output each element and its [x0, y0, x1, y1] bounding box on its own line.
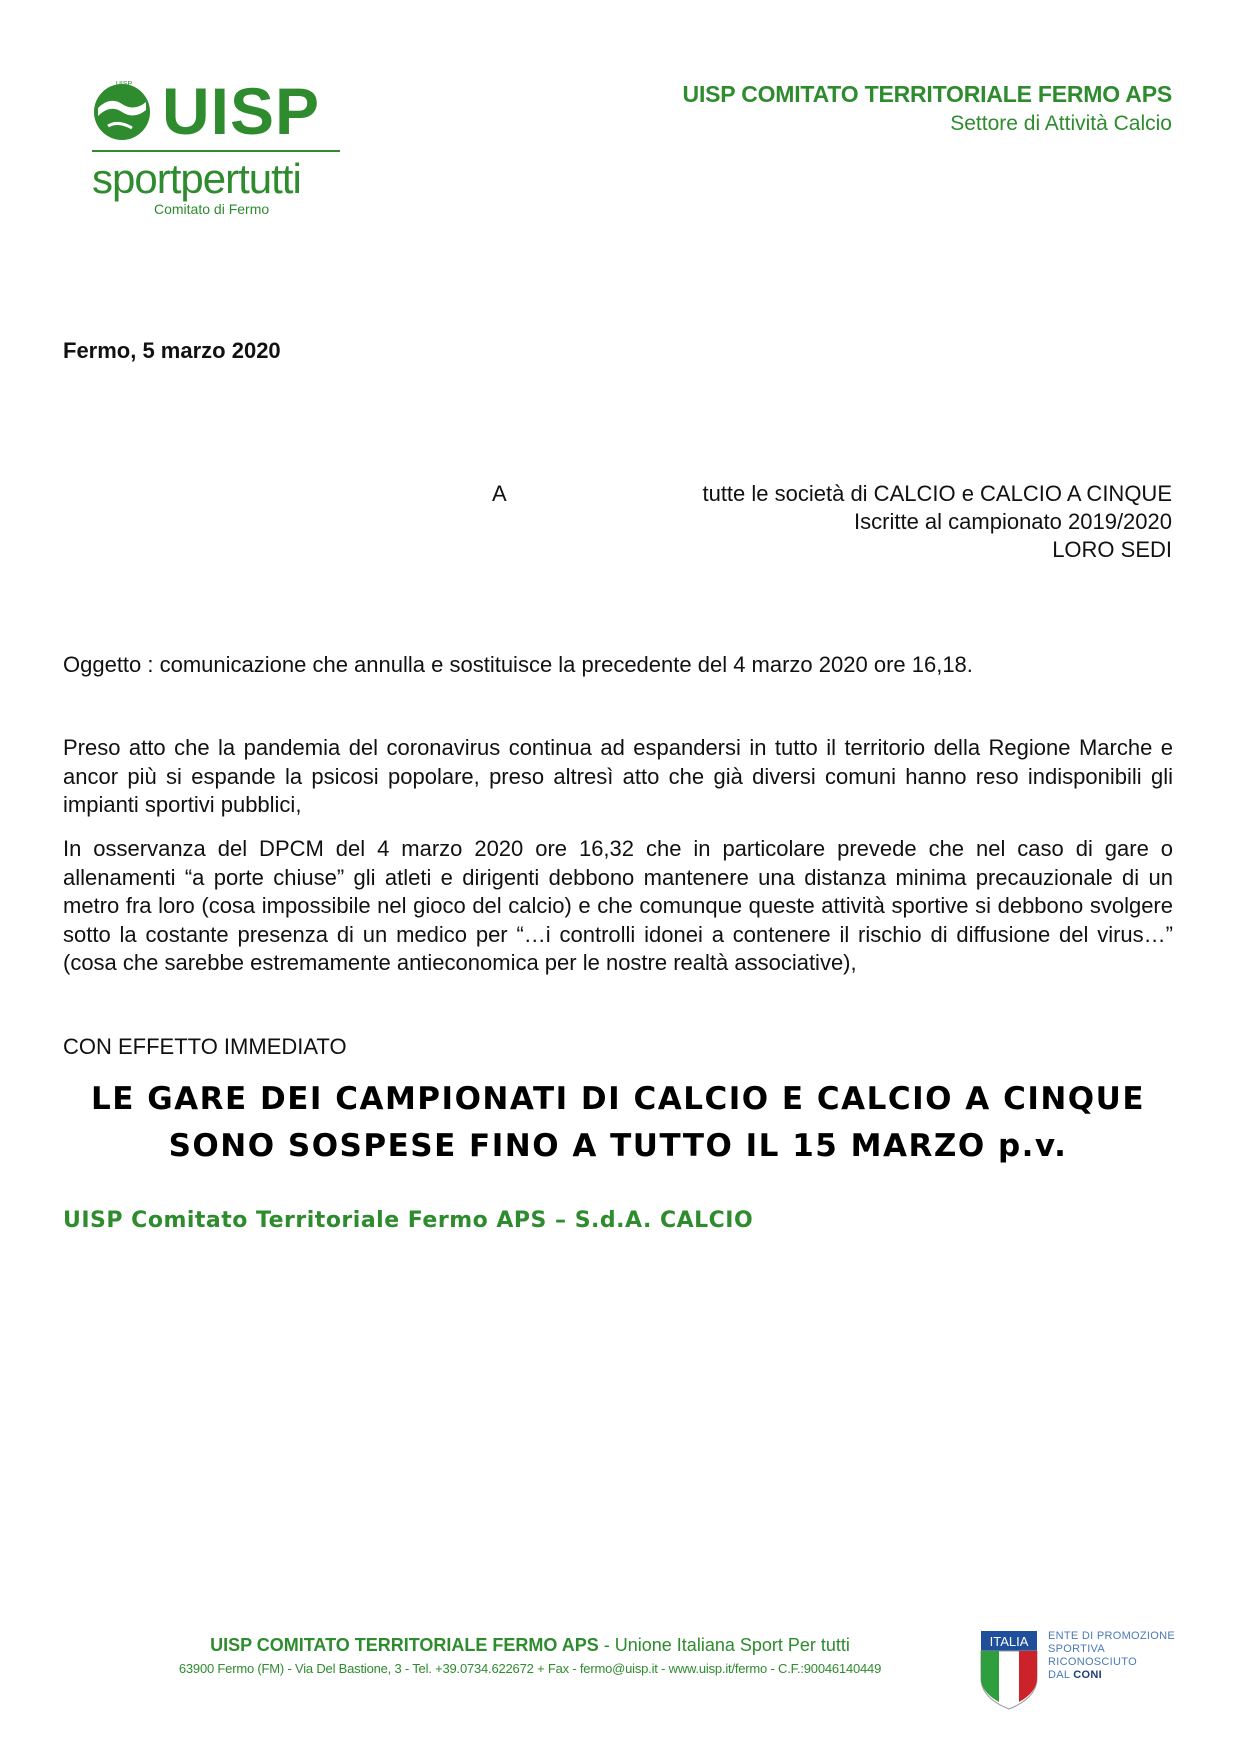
recipient-line-2: Iscritte al campionato 2019/2020 — [854, 509, 1172, 534]
uisp-logo — [88, 74, 348, 224]
headline-line-1: LE GARE DEI CAMPIONATI DI CALCIO E CALCIO A CINQUE — [90, 1081, 1146, 1117]
coni-line-4-bold: CONI — [1073, 1669, 1102, 1681]
shield-label: ITALIA — [989, 1634, 1029, 1649]
coni-text — [1048, 1630, 1175, 1682]
logo-committee: Comitato di Fermo — [154, 201, 270, 217]
recipient-line-3: LORO SEDI — [1052, 537, 1172, 562]
effect-notice: CON EFFETTO IMMEDIATO — [63, 1034, 347, 1059]
coni-line-4 — [1048, 1669, 1175, 1682]
letter-date: Fermo, 5 marzo 2020 — [63, 338, 281, 363]
coni-line-4-prefix: DAL — [1048, 1669, 1074, 1681]
footer — [130, 1632, 930, 1680]
letterhead — [683, 78, 1172, 138]
recipient-line-1: tutte le società di CALCIO e CALCIO A CINQUE — [702, 481, 1172, 506]
logo-tagline: sportpertutti — [92, 155, 301, 202]
footer-org-suffix: - Unione Italiana Sport Per tutti — [598, 1635, 850, 1655]
body-paragraph-1: Preso atto che la pandemia del coronavirus continua ad espandersi in tutto il territorio della Regione Marche e ancor più si espande la psicosi popolare, preso altresì atto che già diversi comuni hanno reso indisponibili gli impianti sportivi pubblici, — [63, 735, 1173, 817]
headline-line-2: SONO SOSPESE FINO A TUTTO IL 15 MARZO p.v. — [168, 1128, 1068, 1164]
subject-line: Oggetto : comunicazione che annulla e sostituisce la precedente del 4 marzo 2020 ore 16,18. — [63, 652, 973, 677]
globe-icon — [88, 78, 160, 142]
logo-divider — [92, 150, 340, 152]
letterhead-subtitle: Settore di Attività Calcio — [950, 112, 1172, 135]
coni-badge — [980, 1630, 1180, 1710]
coni-line-1: ENTE DI PROMOZIONE — [1048, 1630, 1176, 1642]
letterhead-title: UISP COMITATO TERRITORIALE FERMO APS — [682, 81, 1172, 107]
logo-wordmark: UISP — [162, 74, 321, 148]
coni-line-3: RICONOSCIUTO — [1048, 1656, 1137, 1668]
footer-address: 63900 Fermo (FM) - Via Del Bastione, 3 - Tel. +39.0734.622672 + Fax - fermo@uisp.it - www.uisp.it/fermo - C.F.:90046140449 — [178, 1661, 882, 1676]
body-paragraph-2: In osservanza del DPCM del 4 marzo 2020 ore 16,32 che in particolare prevede che nel caso di gare o allenamenti “a porte chiuse” gli atleti e dirigenti debbono mantenere una distanza minima precauzionale di un metro fra loro (cosa impossibile nel gioco del calcio) e che comunque queste attività sportive si debbono svolgere sotto la costante presenza di un medico per “…i controlli idonei a contenere il rischio di diffusione del virus…” (cosa che sarebbe estremamente antieconomica per le nostre realtà associative), — [63, 836, 1173, 975]
coni-line-2: SPORTIVA — [1048, 1643, 1106, 1655]
signature: UISP Comitato Territoriale Fermo APS – S.d.A. CALCIO — [63, 1208, 754, 1233]
footer-org — [130, 1632, 930, 1658]
globe-text: UISP — [115, 81, 133, 88]
recipient-block — [492, 480, 1172, 564]
footer-org-name: UISP COMITATO TERRITORIALE FERMO APS — [210, 1635, 599, 1655]
suspension-headline — [63, 1076, 1173, 1170]
italy-shield-icon — [980, 1630, 1038, 1710]
recipient-prefix: A — [492, 481, 507, 506]
